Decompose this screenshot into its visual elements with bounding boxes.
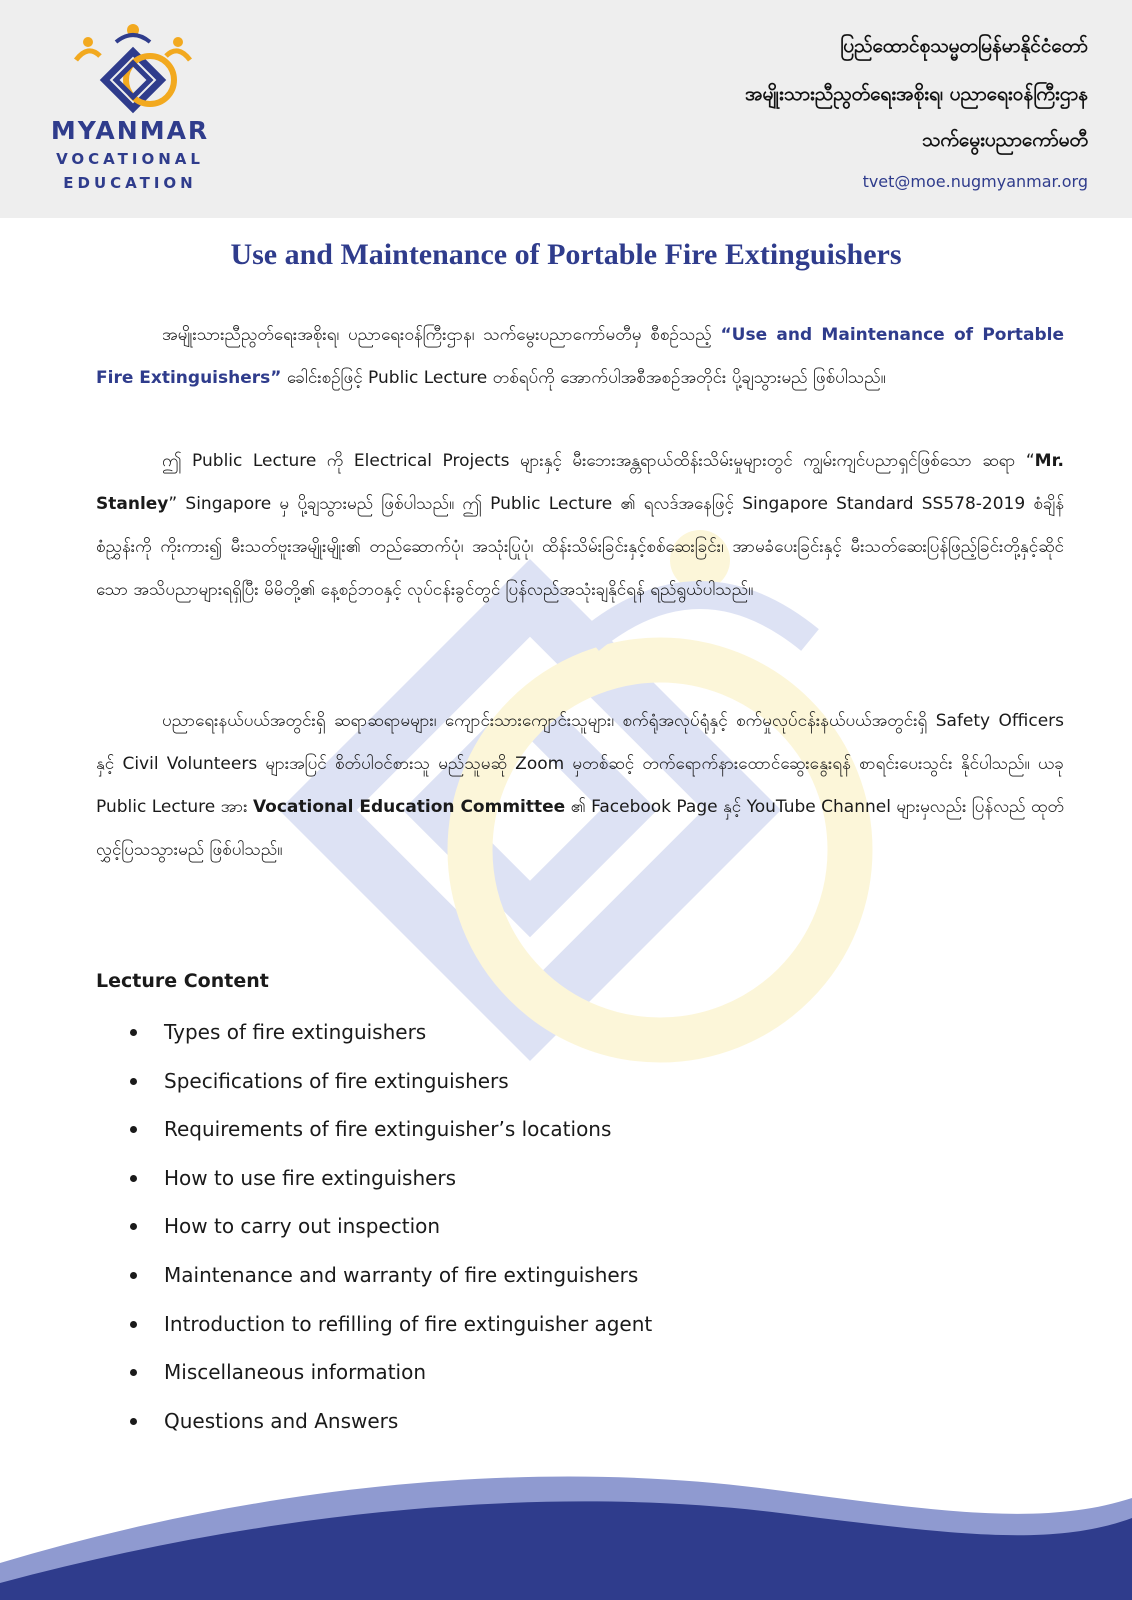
- list-item: Miscellaneous information: [130, 1348, 652, 1397]
- lecture-content-heading: Lecture Content: [96, 970, 269, 992]
- speaker-name: Mr. Stanley: [96, 451, 1064, 514]
- list-item: Specifications of fire extinguishers: [130, 1057, 652, 1106]
- list-item: Introduction to refilling of fire extinguisher agent: [130, 1300, 652, 1349]
- logo-text-vocational: VOCATIONAL: [56, 150, 204, 168]
- audience-text-end: ၏ Facebook Page နှင့် YouTube Channel များမှလည်း ပြန်လည် ထုတ်လွှင့်ပြသသွားမည် ဖြစ်ပါသည်။: [96, 797, 1064, 860]
- list-item: Types of fire extinguishers: [130, 1008, 652, 1057]
- lecture-content-list: [130, 1008, 652, 1445]
- myanmar-vocational-education-logo-icon: [58, 20, 208, 120]
- list-item: Requirements of fire extinguisher’s locations: [130, 1105, 652, 1154]
- org-line-committee: သက်မွေးပညာကော်မတီ: [921, 129, 1088, 151]
- audience-text-start: ပညာရေးနယ်ပယ်အတွင်းရှိ ဆရာဆရာမများ၊ ကျောင်းသားကျောင်းသူများ၊ စက်ရုံအလုပ်ရုံနှင့် စက်မှုလုပ်ငန်းနယ်ပယ်အတွင်းရှိ Safety Officers နှင့် Civil Volunteers များအပြင် စိတ်ပါဝင်စားသူ မည်သူမဆို Zoom မှတစ်ဆင့် တက်ရောက်နားထောင်ဆွေးနွေးရန် စာရင်းပေးသွင်း နိုင်ပါသည်။ ယခု Public Lecture အား: [96, 711, 1064, 817]
- intro-text-end: ခေါင်းစဉ်ဖြင့် Public Lecture တစ်ရပ်ကို အောက်ပါအစီအစဉ်အတိုင်း ပို့ချသွားမည် ဖြစ်ပါသည်။: [281, 368, 886, 388]
- page-header: [0, 0, 1132, 218]
- intro-text-start: အမျိုးသားညီညွတ်ရေးအစိုးရ၊ ပညာရေးဝန်ကြီးဌာန၊ သက်မွေးပညာကော်မတီမှ စီစဉ်သည့်: [162, 325, 721, 345]
- logo-text-education: EDUCATION: [63, 174, 197, 192]
- contact-email: tvet@moe.nugmyanmar.org: [862, 172, 1088, 191]
- list-item: Questions and Answers: [130, 1397, 652, 1446]
- speaker-paragraph: [96, 440, 1064, 612]
- org-line-ministry: အမျိုးသားညီညွတ်ရေးအစိုးရ၊ ပညာရေးဝန်ကြီးဌာန: [745, 83, 1088, 105]
- audience-paragraph: [96, 700, 1064, 872]
- speaker-text-end: ” Singapore မှ ပို့ချသွားမည် ဖြစ်ပါသည်။ ဤ Public Lecture ၏ ရလဒ်အနေဖြင့် Singapore Standard SS578-2019 စံချိန်စံညွှန်းကို ကိုးကား၍ မီးသတ်ဗူးအမျိုးမျိုး၏ တည်ဆောက်ပုံ၊ အသုံးပြုပုံ၊ ထိန်းသိမ်းခြင်းနှင့်စစ်ဆေးခြင်း၊ အာမခံပေးခြင်းနှင့် မီးသတ်ဆေးပြန်ဖြည့်ခြင်းတို့နှင့်ဆိုင်သော အသိပညာများရရှိပြီး မိမိတို့၏ နေ့စဉ်ဘဝနှင့် လုပ်ငန်းခွင်တွင် ပြန်လည်အသုံးချနိုင်ရန် ရည်ရွယ်ပါသည်။: [96, 494, 1064, 600]
- list-item: How to use fire extinguishers: [130, 1154, 652, 1203]
- intro-lecture-title: “Use and Maintenance of Portable Fire Extinguishers”: [96, 325, 1064, 388]
- logo-text-myanmar: MYANMAR: [50, 116, 210, 145]
- list-item: Maintenance and warranty of fire extinguishers: [130, 1251, 652, 1300]
- list-item: How to carry out inspection: [130, 1202, 652, 1251]
- intro-paragraph: [96, 314, 1064, 400]
- committee-name: Vocational Education Committee: [252, 797, 566, 817]
- org-line-union: ပြည်ထောင်စုသမ္မတမြန်မာနိုင်ငံတော်: [840, 35, 1088, 57]
- document-title: Use and Maintenance of Portable Fire Extinguishers: [230, 238, 902, 271]
- footer-wave: [0, 1468, 1132, 1600]
- speaker-text-start: ဤ Public Lecture ကို Electrical Projects များနှင့် မီးဘေးအန္တရာယ်ထိန်းသိမ်းမှုများတွင် ကျွမ်းကျင်ပညာရှင်ဖြစ်သော ဆရာ “: [162, 451, 1035, 471]
